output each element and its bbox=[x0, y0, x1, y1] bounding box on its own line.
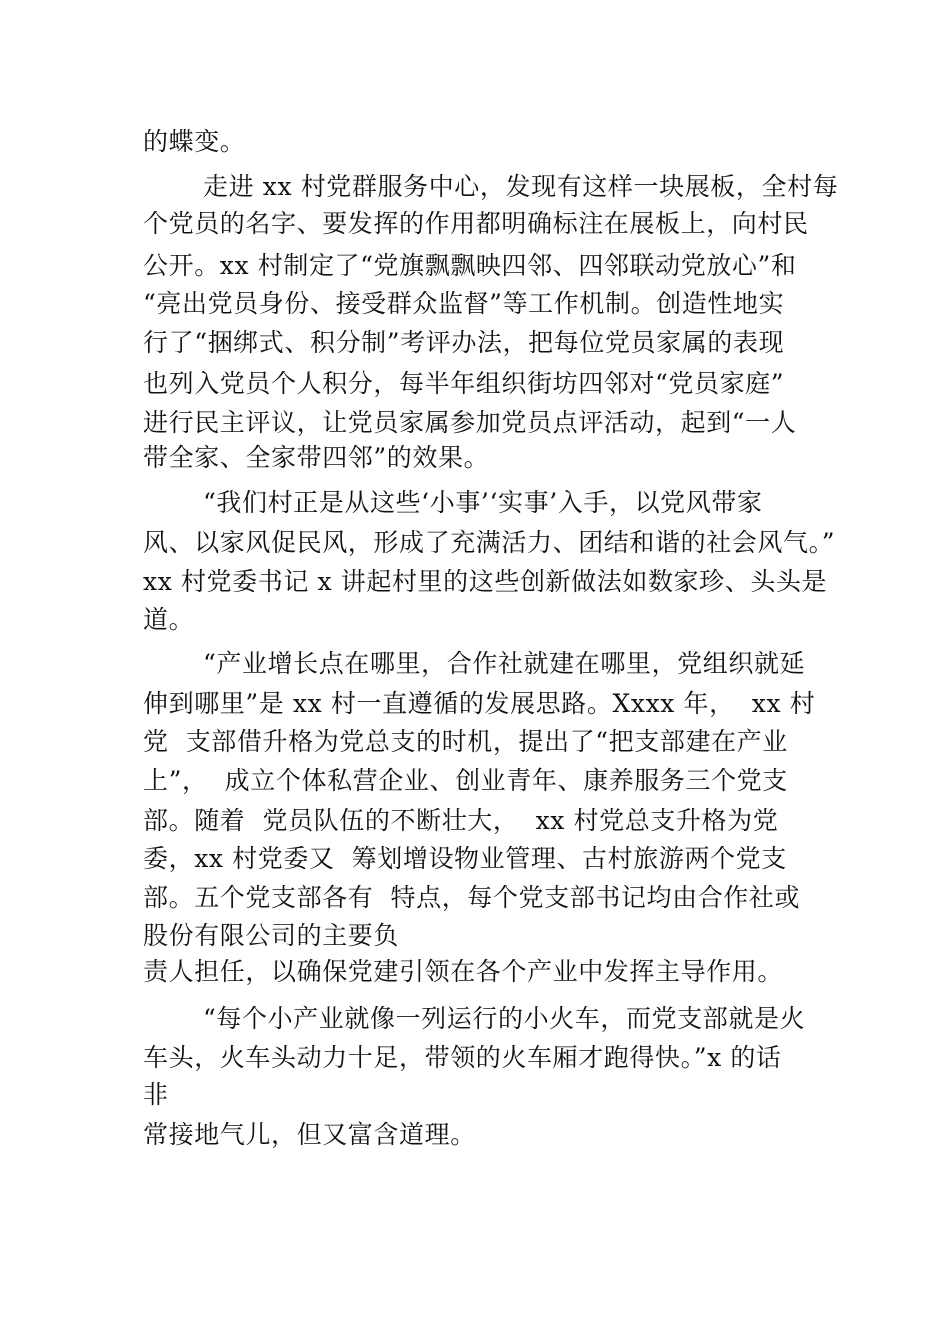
text-line: 常接地气儿，但又富含道理。 bbox=[143, 1120, 476, 1149]
text-line: 走进 xx 村党群服务中心，发现有这样一块展板，全村每 bbox=[203, 172, 839, 201]
text-line: 行了“捆绑式、积分制”考评办法，把每位党员家属的表现 bbox=[143, 328, 785, 357]
text-line: xx 村党委书记 x 讲起村里的这些创新做法如数家珍、头头是 bbox=[143, 567, 828, 596]
text-line: 部。随着 党员队伍的不断壮大， xx 村党总支升格为党 bbox=[143, 806, 779, 835]
text-line: 股份有限公司的主要负 bbox=[143, 921, 400, 950]
text-line: 上”， 成立个体私营企业、创业青年、康养服务三个党支 bbox=[143, 766, 788, 795]
text-line: 责人担任，以确保党建引领在各个产业中发挥主导作用。 bbox=[143, 957, 784, 986]
text-line: 伸到哪里”是 xx 村一直遵循的发展思路。Xxxx 年， xx 村 bbox=[143, 689, 816, 718]
text-line: 委，xx 村党委又 筹划增设物业管理、古村旅游两个党支 bbox=[143, 844, 787, 873]
text-line: “每个小产业就像一列运行的小火车，而党支部就是火 bbox=[203, 1004, 806, 1033]
text-line: 公开。xx 村制定了“党旗飘飘映四邻、四邻联动党放心”和 bbox=[143, 251, 797, 280]
text-line: 部。五个党支部各有 特点，每个党支部书记均由合作社或 bbox=[143, 883, 801, 912]
text-line: 车头，火车头动力十足，带领的火车厢才跑得快。”x 的话 bbox=[143, 1043, 782, 1072]
text-line: 的蝶变。 bbox=[143, 127, 246, 156]
text-line: 党 支部借升格为党总支的时机，提出了“把支部建在产业 bbox=[143, 727, 788, 756]
text-line: “产业增长点在哪里，合作社就建在哪里，党组织就延 bbox=[203, 649, 806, 678]
text-line: 带全家、全家带四邻”的效果。 bbox=[143, 443, 490, 472]
text-line: “我们村正是从这些‘小事’‘实事’入手，以党风带家 bbox=[203, 488, 763, 517]
text-line: 道。 bbox=[143, 605, 195, 634]
text-line: “亮出党员身份、接受群众监督”等工作机制。创造性地实 bbox=[143, 289, 785, 318]
text-line: 风、以家风促民风，形成了充满活力、团结和谐的社会风气。” bbox=[143, 528, 836, 557]
text-line: 非 bbox=[143, 1080, 169, 1109]
text-line: 也列入党员个人积分，每半年组织街坊四邻对“党员家庭” bbox=[143, 369, 785, 398]
text-line: 个党员的名字、要发挥的作用都明确标注在展板上，向村民 bbox=[143, 209, 809, 238]
text-line: 进行民主评议，让党员家属参加党员点评活动，起到“一人 bbox=[143, 408, 797, 437]
